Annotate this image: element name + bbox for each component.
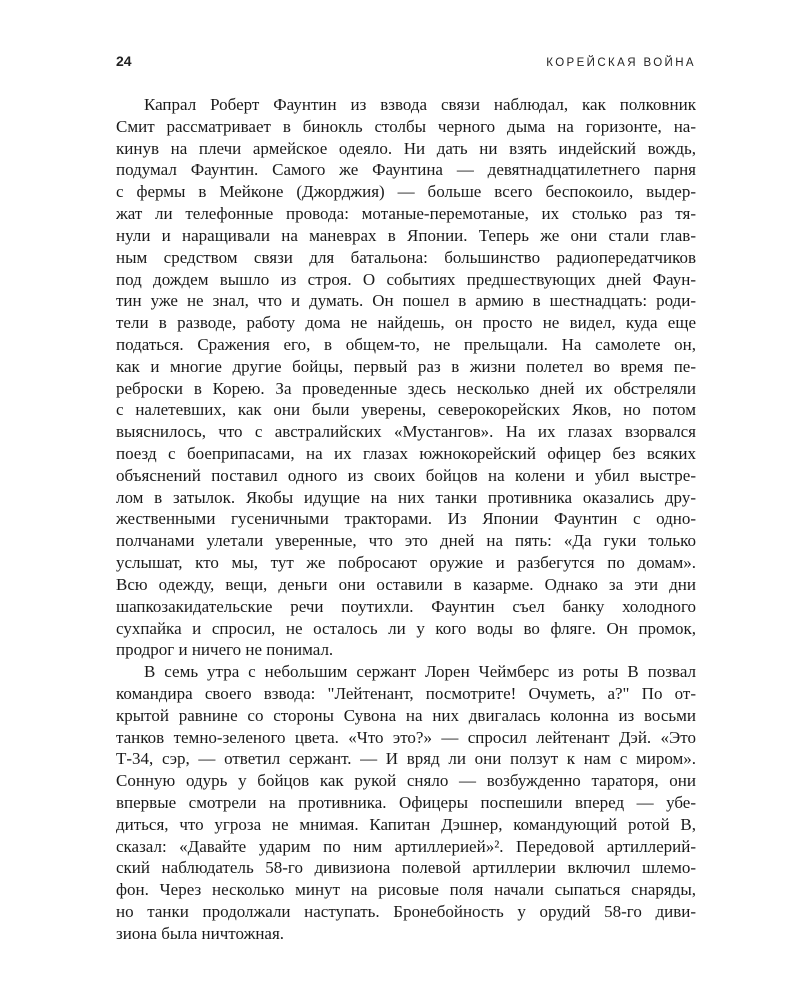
body-text: [116, 94, 696, 945]
text-line: Смит рассматривает в бинокль столбы черного дыма на горизонте, на-: [116, 116, 696, 136]
text-line: поезд с боеприпасами, на их глазах южнокорейский офицер без всяких: [116, 444, 696, 463]
text-line: крытой равнине со стороны Сувона на них двигалась колонна из восьми: [116, 705, 696, 725]
text-line: податься. Сражения его, в общем-то, не прельщали. На самолете он,: [116, 334, 696, 354]
paragraph: [116, 661, 696, 945]
text-line: зиона была ничтожная.: [116, 923, 285, 943]
text-line: Сонную одурь у бойцов как рукой сняло — возбужденно тараторя, они: [116, 771, 696, 791]
text-line: с налетевших, как они были уверены, северокорейских Яков, но потом: [116, 400, 696, 420]
text-line: ным средством связи для батальона: большинство радиопередатчиков: [116, 247, 696, 267]
running-title: КОРЕЙСКАЯ ВОЙНА: [546, 57, 696, 69]
text-line: но танки продолжали наступать. Бронебойность у орудий 58-го диви-: [116, 902, 696, 922]
text-line: с фермы в Мейконе (Джорджия) — больше всего беспокоило, выдер-: [116, 182, 696, 202]
text-line: тели в разводе, работу дома не найдешь, он просто не видел, куда еще: [116, 313, 696, 333]
text-line: диться, что угроза не мнимая. Капитан Дэшнер, командующий ротой B,: [116, 814, 696, 834]
text-line: сказал: «Давайте ударим по ним артиллерией»². Передовой артиллерий-: [116, 836, 696, 856]
text-line: В семь утра с небольшим сержант Лорен Чеймберс из роты B позвал: [144, 662, 696, 682]
text-line: продрог и ничего не понимал.: [116, 640, 334, 660]
text-line: Всю одежду, вещи, деньги они оставили в казарме. Однако за эти дни: [116, 574, 696, 594]
text-line: командира своего взвода: "Лейтенант, посмотрите! Очуметь, а?" По от-: [116, 683, 696, 703]
text-line: полчанами улетали уверенные, что это дней на пять: «Да гуки только: [116, 531, 696, 551]
text-line: фон. Через несколько минут на рисовые поля начали сыпаться снаряды,: [116, 880, 696, 900]
text-line: услышат, кто мы, тут же побросают оружие и разбегутся по домам».: [116, 553, 696, 573]
text-line: нули и наращивали на маневрах в Японии. Теперь же они стали глав-: [116, 225, 696, 245]
page-number: 24: [116, 53, 132, 69]
text-line: реброски в Корею. За проведенные здесь несколько дней их обстреляли: [116, 378, 696, 398]
text-line: впервые смотрели на противника. Офицеры поспешили вперед — убе-: [116, 793, 696, 812]
text-line: Капрал Роберт Фаунтин из взвода связи наблюдал, как полковник: [144, 95, 696, 114]
text-line: под дождем вышло из строя. О событиях предшествующих дней Фаун-: [116, 269, 696, 289]
text-line: тин уже не знал, что и думать. Он пошел в армию в шестнадцать: роди-: [116, 291, 696, 311]
text-line: жат ли телефонные провода: мотаные-перемотаные, их столько раз тя-: [116, 204, 696, 224]
text-line: кинув на плечи армейское одеяло. Ни дать ни взять индейский вождь,: [116, 138, 696, 158]
text-line: шапкозакидательские речи поутихли. Фаунтин съел банку холодного: [116, 596, 696, 616]
text-line: ский наблюдатель 58-го дивизиона полевой артиллерии включил шлемо-: [116, 858, 696, 878]
paragraph: [116, 94, 696, 661]
text-line: жественными гусеничными тракторами. Из Японии Фаунтин с одно-: [116, 509, 696, 529]
text-line: объяснений поставил одного из своих бойцов на колени и убил выстре-: [116, 465, 696, 485]
text-line: как и многие другие бойцы, первый раз в жизни полетел во время пе-: [116, 356, 696, 376]
text-line: лом в затылок. Якобы идущие на них танки противника оказались дру-: [116, 487, 696, 507]
text-line: выяснилось, что с австралийских «Мустангов». На их глазах взорвался: [116, 422, 696, 442]
text-line: Т-34, сэр, — ответил сержант. — И вряд ли они ползут к нам с миром».: [116, 749, 696, 769]
text-line: танков темно-зеленого цвета. «Что это?» — спросил лейтенант Дэй. «Это: [116, 727, 696, 747]
text-line: подумал Фаунтин. Самого же Фаунтина — девятнадцатилетнего парня: [116, 160, 696, 180]
page-header: [116, 53, 696, 69]
text-line: сухпайка и спросил, не осталось ли у кого воды во фляге. Он промок,: [116, 618, 696, 638]
